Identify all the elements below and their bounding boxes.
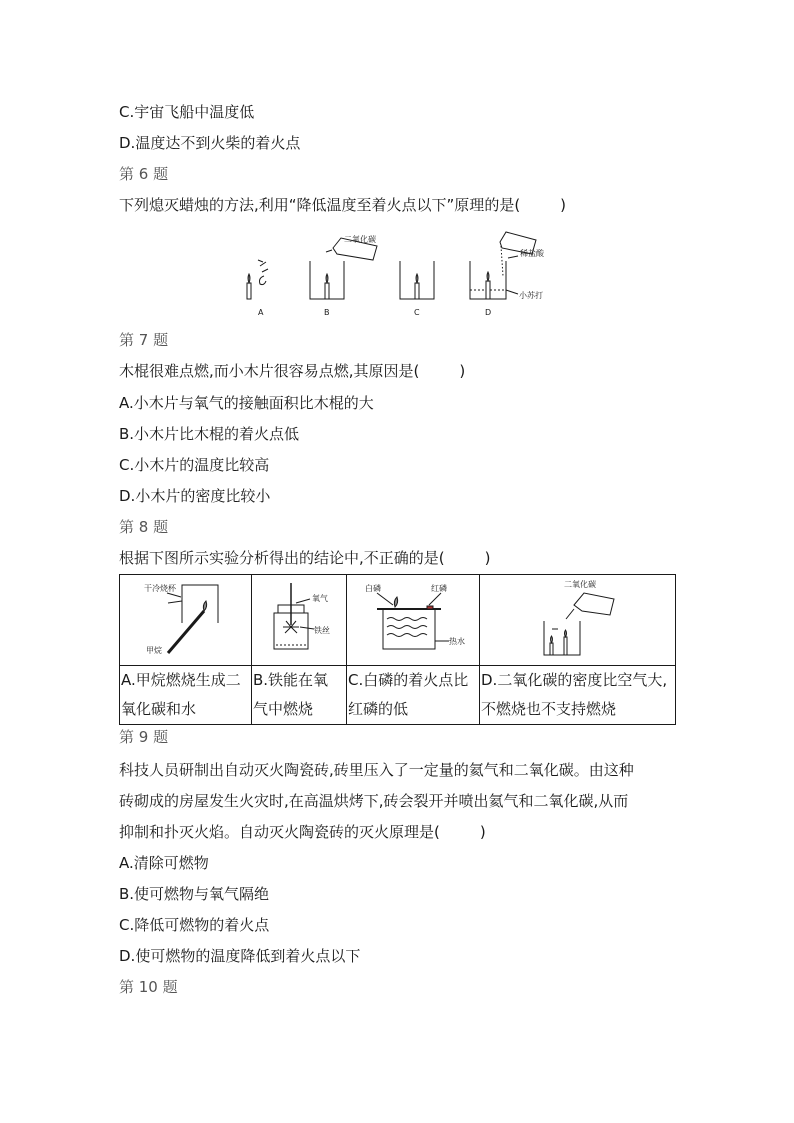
q8-caption-row <box>120 666 676 725</box>
q8-fig-c-hot-water-label: 热水 <box>449 637 465 646</box>
q8-fig-d-co2-label: 二氧化碳 <box>564 580 596 589</box>
q6-fig-soda-label: 小苏打 <box>519 291 543 300</box>
q6-fig-acid-label: 稀盐酸 <box>520 249 544 258</box>
q7-option-b: B.小木片比木棍的着火点低 <box>119 425 300 443</box>
q9-option-b: B.使可燃物与氧气隔绝 <box>119 885 270 903</box>
q6-fig-letter-d: D <box>485 308 492 317</box>
q9-stem-line-1: 科技人员研制出自动灭火陶瓷砖,砖里压入了一定量的氦气和二氧化碳。由这种 <box>119 761 634 779</box>
q6-fig-letter-a: A <box>258 308 264 317</box>
q8-fig-b-cell <box>252 575 347 666</box>
q6-figure <box>238 228 558 320</box>
q5-option-d: D.温度达不到火柴的着火点 <box>119 134 301 152</box>
q8-cell-c: C.白磷的着火点比 红磷的低 <box>347 666 480 725</box>
q8-fig-b-iron-label: 铁丝 <box>314 626 330 635</box>
q8-cell-d: D.二氧化碳的密度比空气大, 不燃烧也不支持燃烧 <box>480 666 676 725</box>
q8-fig-a-methane-label: 甲烷 <box>146 646 162 655</box>
q9-stem-text: 抑制和扑灭火焰。自动灭火陶瓷砖的灭火原理是( <box>119 823 440 841</box>
q8-fig-b <box>252 575 347 661</box>
q8-fig-c-cell <box>347 575 480 666</box>
q8-fig-c-white-p-label: 白磷 <box>365 584 381 593</box>
q8-fig-c <box>347 575 480 661</box>
q7-option-c: C.小木片的温度比较高 <box>119 456 270 474</box>
q9-stem-line-3 <box>119 822 486 842</box>
q6-fig-b-beaker <box>310 238 377 299</box>
q6-stem <box>119 195 566 215</box>
q8-stem-end: ) <box>484 549 491 567</box>
q8-figure-row <box>120 575 676 666</box>
q8-fig-c-red-p-label: 红磷 <box>431 584 447 593</box>
q8-cell-a: A.甲烷燃烧生成二 氧化碳和水 <box>120 666 252 725</box>
q9-stem-end: ) <box>479 823 486 841</box>
q9-option-c: C.降低可燃物的着火点 <box>119 916 270 934</box>
q8-fig-a-cell <box>120 575 252 666</box>
q7-stem-end: ) <box>459 362 466 380</box>
q6-fig-letter-b: B <box>324 308 330 317</box>
q7-stem-text: 木棍很难点燃,而小木片很容易点燃,其原因是( <box>119 362 420 380</box>
q8-cell-b: B.铁能在氧 气中燃烧 <box>252 666 347 725</box>
q8-experiment-table <box>119 574 676 725</box>
q6-label: 第 6 题 <box>119 165 169 183</box>
q8-fig-b-oxygen-label: 氧气 <box>312 594 328 603</box>
q7-label: 第 7 题 <box>119 331 169 349</box>
q6-fig-co2-label: 二氧化碳 <box>344 235 376 244</box>
q9-option-a: A.清除可燃物 <box>119 854 209 872</box>
q8-fig-d <box>480 575 676 661</box>
q8-stem <box>119 548 490 568</box>
q8-stem-text: 根据下图所示实验分析得出的结论中,不正确的是( <box>119 549 445 567</box>
q7-option-d: D.小木片的密度比较小 <box>119 487 271 505</box>
q6-stem-text: 下列熄灭蜡烛的方法,利用“降低温度至着火点以下”原理的是( <box>119 196 521 214</box>
q6-fig-d-beaker <box>470 232 536 299</box>
q8-fig-d-cell <box>480 575 676 666</box>
q6-fig-c-beaker <box>400 261 434 299</box>
q7-option-a: A.小木片与氧气的接触面积比木棍的大 <box>119 394 374 412</box>
q7-stem <box>119 361 465 381</box>
q9-label: 第 9 题 <box>119 728 169 746</box>
q8-fig-a <box>120 575 252 661</box>
q5-option-c: C.宇宙飞船中温度低 <box>119 103 255 121</box>
q10-label: 第 10 题 <box>119 978 178 996</box>
q6-fig-letter-c: C <box>414 308 420 317</box>
q6-figure-svg <box>238 228 558 320</box>
q9-option-d: D.使可燃物的温度降低到着火点以下 <box>119 947 361 965</box>
q6-fig-a-candle <box>247 260 268 299</box>
q8-label: 第 8 题 <box>119 518 169 536</box>
q8-fig-a-beaker-label: 干冷烧杯 <box>144 584 176 593</box>
q6-stem-end: ) <box>560 196 567 214</box>
q9-stem-line-2: 砖砌成的房屋发生火灾时,在高温烘烤下,砖会裂开并喷出氦气和二氧化碳,从而 <box>119 792 629 810</box>
